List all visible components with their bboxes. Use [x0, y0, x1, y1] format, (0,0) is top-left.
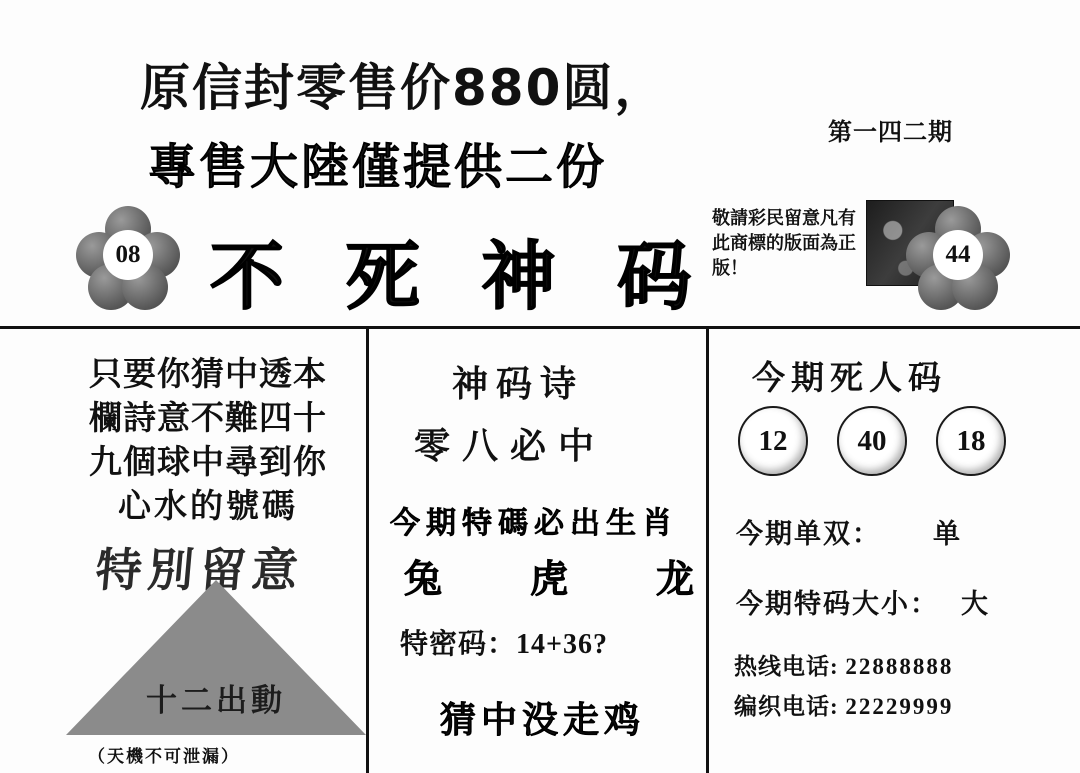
middle-zodiac-list	[404, 548, 694, 603]
left-poem-line-1: 只要你猜中透本	[89, 354, 327, 393]
secret-code-row	[400, 622, 608, 662]
left-poem-line-4: 心水的號碼	[118, 486, 298, 525]
zodiac-item: 龙	[655, 559, 694, 601]
secret-code-label: 特密码：	[400, 629, 517, 660]
issue-number: 第一四二期	[828, 118, 953, 146]
header-line-1: 原信封零售价880圆，	[140, 59, 667, 117]
flower-right-number: 44	[933, 230, 983, 280]
middle-zodiac-heading: 今期特碼必出生肖	[390, 507, 678, 540]
hotline-number-a: 2288	[845, 654, 900, 679]
weave-number-b: 9999	[899, 694, 954, 719]
middle-poem: 零八必中	[414, 426, 607, 466]
flower-icon-right	[906, 206, 1010, 310]
triangle-label: 十二出動	[146, 683, 286, 719]
page-title: 不 死 神 码	[210, 234, 710, 320]
flower-icon-left	[76, 206, 180, 310]
zodiac-item: 虎	[529, 559, 568, 601]
weave-label: 编织电话:	[734, 694, 839, 719]
middle-footer-text: 猜中没走鸡	[440, 700, 646, 740]
divider-vertical-left	[366, 329, 369, 773]
header-line-2: 專售大陸僅提供二份	[148, 139, 608, 195]
zodiac-item: 兔	[404, 559, 443, 601]
weave-phone-row	[734, 688, 953, 721]
left-poem-line-3: 九個球中尋到你	[89, 442, 327, 481]
lottery-ball: 12	[738, 406, 808, 476]
odd-even-value: 单	[933, 519, 962, 550]
flower-left-number: 08	[103, 230, 153, 280]
hotline-number-b: 8888	[899, 654, 954, 679]
hotline-label: 热线电话:	[734, 654, 839, 679]
secret-code-value: 14+36?	[516, 629, 608, 660]
left-poem	[58, 352, 358, 528]
middle-section-title: 神码诗	[452, 364, 585, 404]
weave-number-a: 2222	[845, 694, 900, 719]
lottery-ball: 18	[936, 406, 1006, 476]
divider-vertical-right	[706, 329, 709, 773]
lottery-ball-group	[738, 406, 1006, 476]
trademark-note: 敬請彩民留意凡有此商標的版面為正版！	[712, 208, 856, 279]
right-section-title: 今期死人码	[752, 358, 947, 397]
triangle-caption: （天機不可泄漏）	[88, 747, 240, 766]
lottery-ball: 40	[837, 406, 907, 476]
size-label: 今期特码大小：	[736, 589, 939, 620]
odd-even-row	[736, 512, 962, 551]
hotline-row	[734, 648, 953, 681]
left-poem-line-2: 欄詩意不難四十	[89, 398, 327, 437]
size-value: 大	[961, 589, 990, 620]
special-attention-text: 特別留意	[93, 545, 306, 596]
divider-horizontal-top	[0, 326, 1080, 329]
odd-even-label: 今期单双：	[736, 519, 881, 550]
size-row	[736, 582, 990, 621]
triangle-graphic	[66, 580, 366, 740]
